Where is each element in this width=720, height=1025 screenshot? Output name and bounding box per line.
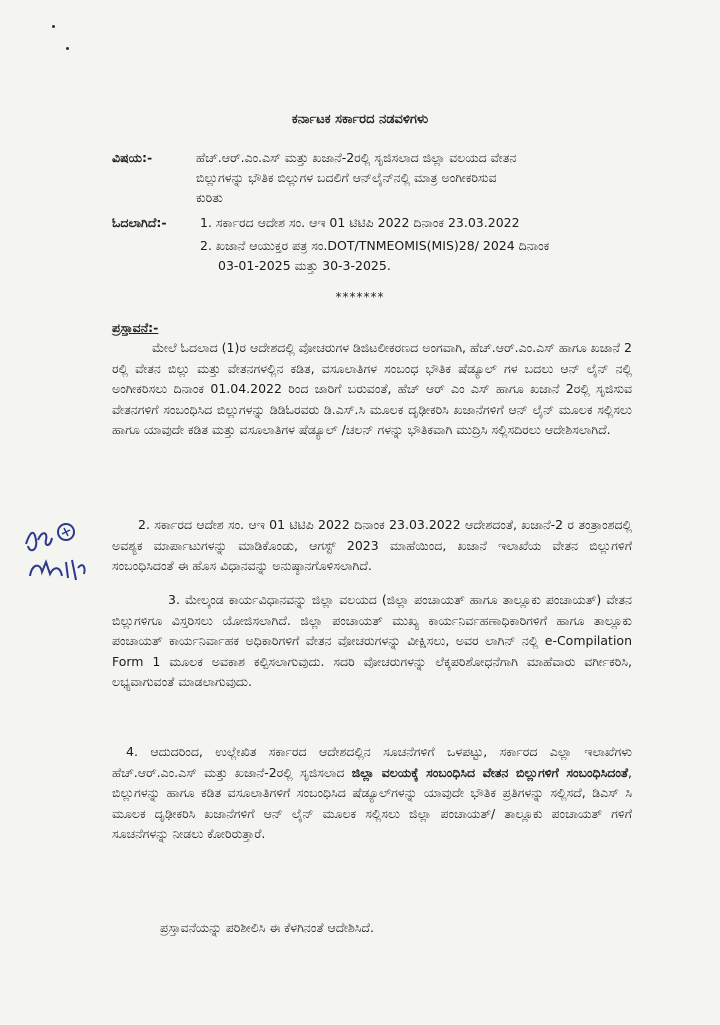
subject-label: ವಿಷಯ:- [112, 150, 153, 165]
paragraph-2: 2. ಸರ್ಕಾರದ ಆದೇಶ ಸಂ. ಆಇ 01 ಟಿಟಿಪಿ 2022 ದಿನಾಂಕ 23.03.2022 ಆದೇಶದಂತೆ, ಖಜಾನೆ-2 ರ ತಂತ್ರಾಂಶದಲ್ಲಿ ಅವಶ್ಯಕ ಮಾರ್ಪಾಟುಗಳನ್ನು ಮಾಡಿಕೊಂಡು, ಆಗಸ್ಟ್ 2023 ಮಾಹೆಯಿಂದ, ಖಜಾನೆ ಇಲಾಖೆಯ ವೇತನ ಬಿಲ್ಲುಗಳಿಗೆ ಸಂಬಂಧಿಸಿದಂತೆ ಈ ಹೊಸ ವಿಧಾನವನ್ನು ಅನುಷ್ಠಾನಗೊಳಿಸಲಾಗಿದೆ. [112, 517, 632, 573]
scan-speck [66, 47, 69, 50]
reference-item: 2. ಖಜಾನೆ ಆಯುಕ್ತರ ಪತ್ರ ಸಂ.DOT/TNMEOMIS(MIS)28/ 2024 ದಿನಾಂಕ [200, 238, 550, 253]
page-title: ಕರ್ನಾಟಕ ಸರ್ಕಾರದ ನಡವಳಿಗಳು [291, 112, 429, 127]
reference-item: 03-01-2025 ಮತ್ತು 30-3-2025. [218, 258, 391, 273]
paragraph-4-bold-text: ಜಿಲ್ಲಾ ವಲಯಕ್ಕೆ ಸಂಬಂಧಿಸಿದ ವೇತನ ಬಿಲ್ಲುಗಳಿಗೆ ಸಂಬಂಧಿಸಿದಂತೆ [351, 764, 629, 780]
preamble-heading: ಪ್ರಸ್ತಾವನೆ:- [112, 320, 159, 335]
paragraph-4-text: 4. ಆದುದರಿಂದ, ಉಲ್ಲೇಖಿತ ಸರ್ಕಾರದ ಆದೇಶದಲ್ಲಿನ ಸೂಚನೆಗಳಿಗೆ ಒಳಪಟ್ಟು, ಸರ್ಕಾರದ ಎಲ್ಲಾ ಇಲಾಖೆಗಳು ಹೆಚ್.ಆರ್.ಎಂ.ಎಸ್ ಮತ್ತು ಖಜಾನೆ-2ರಲ್ಲಿ ಸೃಜಿಸಲಾದ [112, 744, 632, 780]
references-label: ಓದಲಾಗಿದೆ:- [112, 215, 167, 230]
paragraph-4 [112, 742, 632, 845]
reference-item: 1. ಸರ್ಕಾರದ ಆದೇಶ ಸಂ. ಆಇ 01 ಟಿಟಿಪಿ 2022 ದಿನಾಂಕ 23.03.2022 [200, 215, 520, 230]
subject-line: ಕುರಿತು [196, 190, 223, 205]
separator: ******* [335, 290, 385, 304]
handwritten-annotation [20, 510, 90, 590]
paragraph-4-text: , ಬಿಲ್ಲುಗಳನ್ನು ಹಾಗೂ ಕಡಿತ ವಸೂಲಾತಿಗಳಿಗೆ ಸಂಬಂಧಿಸಿದ ಷೆಡ್ಯೂಲ್‌ಗಳನ್ನು ಯಾವುದೇ ಭೌತಿಕ ಪ್ರತಿಗಳನ್ನು ಸಲ್ಲಿಸದೆ, ಡಿಎಸ್ ಸಿ ಮೂಲಕ ದೃಢೀಕರಿಸಿ ಖಜಾನೆಗಳಿಗೆ ಆನ್ ಲೈನ್ ಮೂಲಕ ಸಲ್ಲಿಸಲು ಜಿಲ್ಲಾ ಪಂಚಾಯತ್/ ತಾಲ್ಲೂಕು ಪಂಚಾಯತ್ ಗಳಿಗೆ ಸೂಚನೆಗಳನ್ನು ನೀಡಲು ಕೋರಿರುತ್ತಾರೆ. [112, 764, 632, 841]
closing-line: ಪ್ರಸ್ತಾವನೆಯನ್ನು ಪರಿಶೀಲಿಸಿ ಈ ಕೆಳಗಿನಂತೆ ಆದೇಶಿಸಿದೆ. [160, 920, 374, 935]
subject-line: ಬಿಲ್ಲುಗಳನ್ನು ಭೌತಿಕ ಬಿಲ್ಲುಗಳ ಬದಲಿಗೆ ಆನ್‌ಲೈನ್‌ನಲ್ಲಿ ಮಾತ್ರ ಅಂಗೀಕರಿಸುವ [196, 170, 497, 185]
paragraph-3: 3. ಮೇಲ್ಕಂಡ ಕಾರ್ಯವಿಧಾನವನ್ನು ಜಿಲ್ಲಾ ವಲಯದ (ಜಿಲ್ಲಾ ಪಂಚಾಯತ್ ಹಾಗೂ ತಾಲ್ಲೂಕು ಪಂಚಾಯತ್) ವೇತನ ಬಿಲ್ಲುಗಳಿಗೂ ವಿಸ್ತರಿಸಲು ಯೋಜಿಸಲಾಗಿದೆ. ಜಿಲ್ಲಾ ಪಂಚಾಯತ್ ಮುಖ್ಯ ಕಾರ್ಯನಿರ್ವಹಣಾಧಿಕಾರಿಗಳಿಗೆ ಹಾಗೂ ತಾಲ್ಲೂಕು ಪಂಚಾಯತ್ ಕಾರ್ಯನಿರ್ವಾಹಕ ಅಧಿಕಾರಿಗಳಿಗೆ ವೇತನ ವೋಚರುಗಳನ್ನು ವೀಕ್ಷಿಸಲು, ಅವರ ಲಾಗಿನ್ ನಲ್ಲಿ e-Compilation Form 1 ಮೂಲಕ ಅವಕಾಶ ಕಲ್ಪಿಸಲಾಗುವುದು. ಸದರಿ ವೋಚರುಗಳನ್ನು ಲೆಕ್ಕಪರಿಶೋಧನೆಗಾಗಿ ಮಾಹೆವಾರು ವರ್ಗೀಕರಿಸಿ, ಲಭ್ಯವಾಗುವಂತೆ ಮಾಡಲಾಗುವುದು. [112, 592, 632, 689]
paragraph-1: ಮೇಲೆ ಓದಲಾದ (1)ರ ಆದೇಶದಲ್ಲಿ ವೋಚರುಗಳ ಡಿಜಿಟಲೀಕರಣದ ಅಂಗವಾಗಿ, ಹೆಚ್.ಆರ್.ಎಂ.ಎಸ್ ಹಾಗೂ ಖಜಾನೆ 2 ರಲ್ಲಿ ವೇತನ ಬಿಲ್ಲು ಮತ್ತು ವೇತನಗಳಲ್ಲಿನ ಕಡಿತ, ವಸೂಲಾತಿಗಳ ಸಂಬಂಧ ಭೌತಿಕ ಷೆಡ್ಯೂಲ್ ಗಳ ಬದಲು ಆನ್ ಲೈನ್ ನಲ್ಲಿ ಅಂಗೀಕರಿಸಲು ದಿನಾಂಕ 01.04.2022 ರಿಂದ ಜಾರಿಗೆ ಬರುವಂತೆ, ಹೆಚ್ ಆರ್ ಎಂ ಎಸ್ ಹಾಗೂ ಖಜಾನೆ 2ರಲ್ಲಿ ಸೃಜಿಸುವ ವೇತನಗಳಿಗೆ ಸಂಬಂಧಿಸಿದ ಬಿಲ್ಲುಗಳನ್ನು ಡಿಡಿಓರವರು ಡಿ.ಎಸ್.ಸಿ ಮೂಲಕ ದೃಢೀಕರಿಸಿ ಖಜಾನೆಗಳಿಗೆ ಆನ್ ಲೈನ್ ಮೂಲಕ ಸಲ್ಲಿಸಲು ಹಾಗೂ ಯಾವುದೇ ಕಡಿತ ಮತ್ತು ವಸೂಲಾತಿಗಳ ಷೆಡ್ಯೂಲ್ /ಚಲನ್ ಗಳನ್ನು ಭೌತಿಕವಾಗಿ ಮುದ್ರಿಸಿ ಸಲ್ಲಿಸದಿರಲು ಆದೇಶಿಸಲಾಗಿದೆ. [112, 340, 632, 437]
subject-line: ಹೆಚ್.ಆರ್.ಎಂ.ಎಸ್ ಮತ್ತು ಖಜಾನೆ-2ರಲ್ಲಿ ಸೃಜಿಸಲಾದ ಜಿಲ್ಲಾ ವಲಯದ ವೇತನ [196, 150, 517, 165]
scan-speck [52, 25, 55, 28]
